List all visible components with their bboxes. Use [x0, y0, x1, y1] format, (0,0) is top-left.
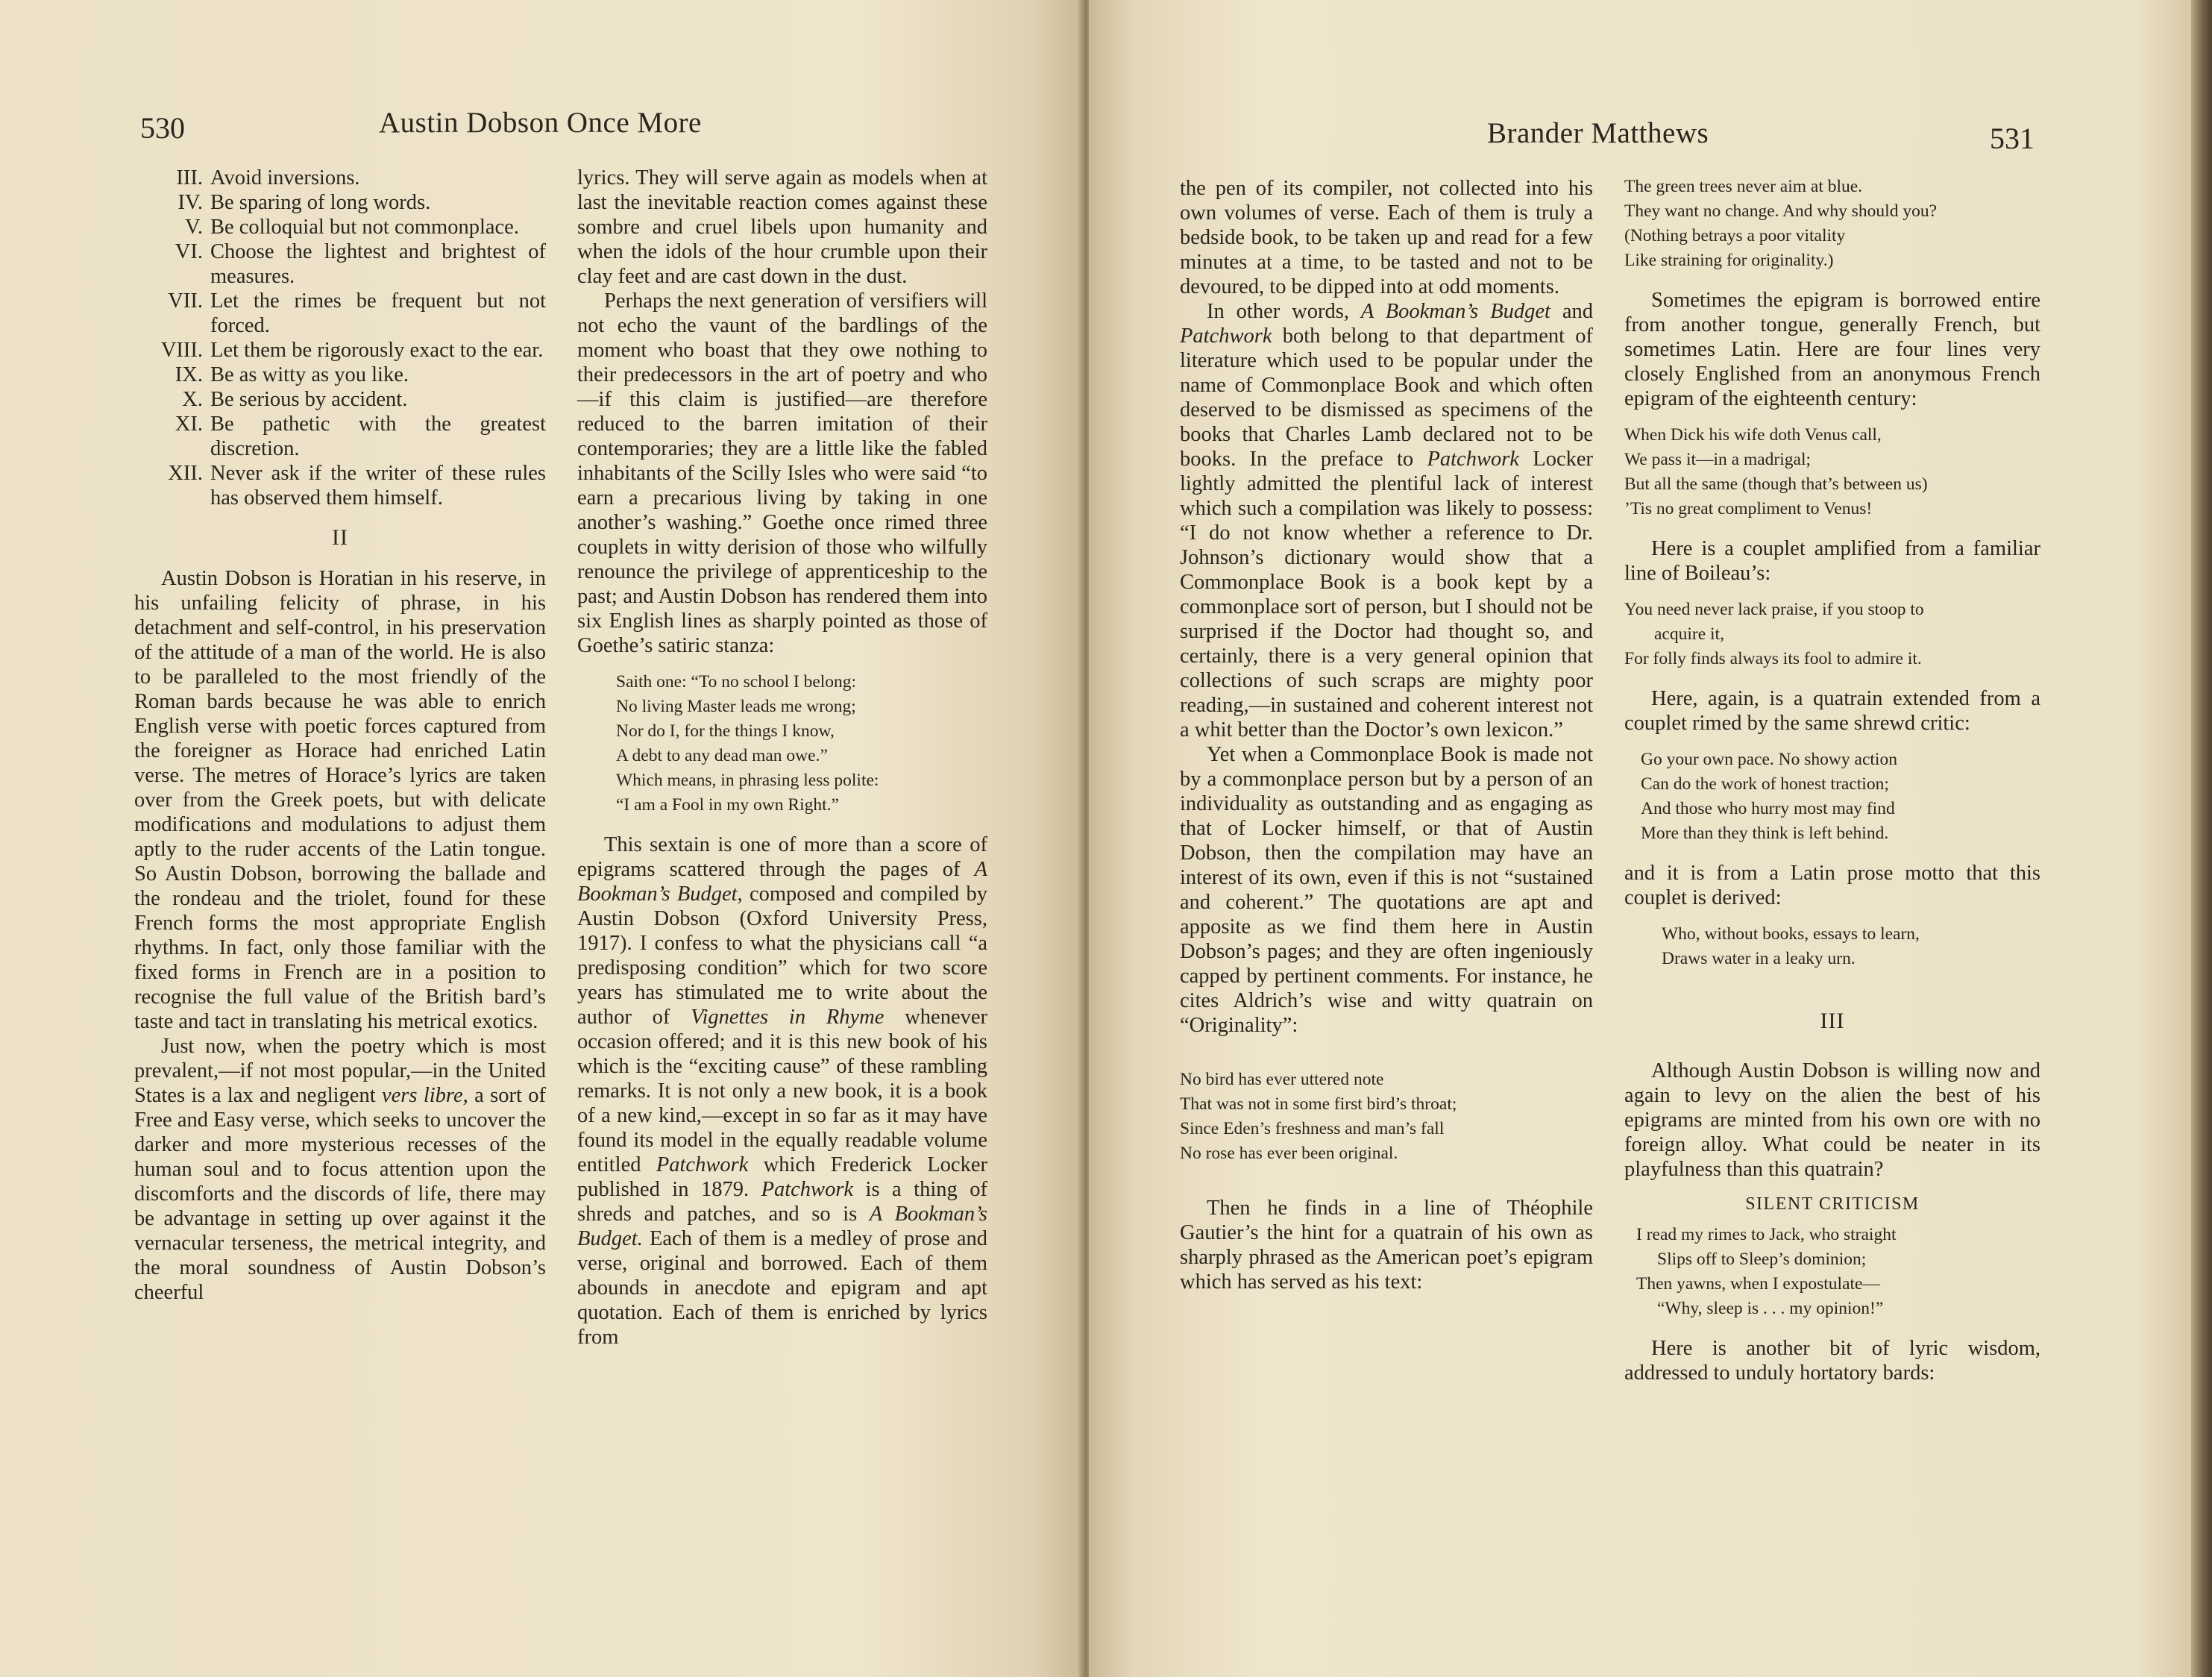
paragraph: In other words, A Bookman’s Budget and Patchwork both belong to that department of literature which used to be popular under the name of Commonplace Book and which often deserved to be dismissed as specimens of the books that Charles Lamb declared not to be books. In the preface to Patchwork Locker lightly admitted the plentiful lack of interest which such a compilation was likely to possess: “I do not know whether a reference to Dr. Johnson’s dictionary would show that a Commonplace Book is a book kept by a commonplace sort of person, but I should not be surprised if the Doctor had thought so, and certainly, there is a very general opinion that collections of such scraps are mighty poor reading,—in sustained and coherent interest not a whit better than the Doctor’s own lexicon.”	[1180, 300, 1594, 742]
left-column-1	[134, 166, 546, 1305]
rule-item: VII. Let the rimes be frequent but not forced.	[168, 289, 546, 337]
section-heading: II	[332, 525, 348, 550]
paragraph: lyrics. They will serve again as models when at last the inevitable reaction comes against these sombre and cruel libels upon humanity and when the idols of the hour crumble upon their clay feet and are cast down in the dust.	[577, 166, 987, 288]
rule-item: III. Avoid inversions.	[176, 166, 360, 189]
poem-goethe: Saith one: “To no school I belong: No living Master leads me wrong; Nor do I, for the things I know, A debt to any dead man owe.” Which means, in phrasing less polite: “I am a Fool in my own Right.”	[616, 672, 879, 815]
poem-boileau: You need never lack praise, if you stoop to acquire it, For folly finds always its fool to admire it.	[1624, 600, 1924, 668]
rule-item: IX. Be as witty as you like.	[175, 363, 409, 386]
page-number: 531	[1990, 122, 2035, 155]
page-number: 530	[140, 111, 185, 145]
rule-item: VIII. Let them be rigorously exact to the ear.	[160, 339, 544, 362]
paragraph: Yet when a Commonplace Book is made not by a commonplace person but by a person of an individuality as outstanding and as engaging as that of Locker himself, or that of Austin Dobson, then the compilation may have an interest of its own, even if this is not “sustained and coherent.” The quotations are apt and apposite as we find them here in Austin Dobson’s pages; and they are often ingeniously capped by pertinent comments. For instance, he cites Aldrich’s wise and witty quatrain on “Originality”:	[1180, 743, 1593, 1037]
paragraph: Although Austin Dobson is willing now and again to levy on the alien the best of his epigrams are minted from his own ore with no foreign alloy. What could be neater in its playfulness than this quatrain?	[1624, 1059, 2040, 1181]
right-column-1	[1180, 176, 1593, 1294]
book-edge	[2191, 0, 2212, 1677]
poem-title: SILENT CRITICISM	[1745, 1194, 1920, 1214]
paragraph: and it is from a Latin prose motto that this couplet is derived:	[1624, 862, 2040, 909]
paragraph: Just now, when the poetry which is most prevalent,—if not most popular,—in the United States is a lax and negligent vers libre, a sort of Free and Easy verse, which seeks to uncover the darker and more mysterious recesses of the human soul and to focus attention upon the discomforts and the discords of life, there may be advantage in setting up over against it the vernacular terseness, the metrical integrity, and the moral soundness of Austin Dobson’s cheerful	[134, 1035, 546, 1304]
left-column-2	[577, 166, 987, 1350]
rule-item: X. Be serious by accident.	[182, 388, 408, 411]
poem-green-trees: The green trees never aim at blue. They want no change. And why should you? (Nothing betrays a poor vitality Like straining for originality.)	[1624, 177, 1938, 270]
rule-item: XI. Be pathetic with the greatest discretion.	[175, 413, 546, 460]
paragraph: This sextain is one of more than a score of epigrams scattered through the pages of A Bookman’s Budget, composed and compiled by Austin Dobson (Oxford University Press, 1917). I confess to what the physicians call “a predisposing condition” which for two score years has stimulated me to write about the author of Vignettes in Rhyme whenever occasion offered; and it is this new book of his which is the “exciting cause” of these rambling remarks. It is not only a new book, it is a book of a new kind,—except in so far as it may have found its model in the equally readable volume entitled Patchwork which Frederick Locker published in 1879. Patchwork is a thing of shreds and patches, and so is A Bookman’s Budget. Each of them is a medley of prose and verse, original and borrowed. Each of them abounds in anecdote and epigram and apt quotation. Each of them is enriched by lyrics from	[577, 833, 987, 1349]
paragraph: Then he finds in a line of Théophile Gautier’s the hint for a quatrain of his own as sharply phrased as the American poet’s epigram which has served as his text:	[1180, 1197, 1593, 1294]
paragraph: the pen of its compiler, not collected into his own volumes of verse. Each of them is truly a bedside book, to be taken up and read for a few minutes at a time, to be tasted and not to be devoured, to be dipped into at odd moments.	[1180, 177, 1593, 298]
poem-originality: No bird has ever uttered note That was not in some first bird’s throat; Since Eden’s freshness and man’s fall No rose has ever been original.	[1180, 1070, 1457, 1163]
rule-item: VI. Choose the lightest and brightest of measures.	[175, 240, 546, 288]
rule-item: IV. Be sparing of long words.	[177, 191, 431, 214]
paragraph: Here is another bit of lyric wisdom, addressed to unduly hortatory bards:	[1624, 1337, 2040, 1385]
poem-pace: Go your own pace. No showy action Can do the work of honest traction; And those who hurry most may find More than they think is left behind.	[1641, 750, 1897, 843]
running-head: Austin Dobson Once More	[379, 107, 702, 139]
right-column-2	[1624, 175, 2040, 1385]
right-page	[1089, 0, 2191, 1677]
left-page	[0, 0, 1083, 1677]
section-heading: III	[1820, 1009, 1845, 1033]
paragraph: Sometimes the epigram is borrowed entire from another tongue, generally French, but sometimes Latin. Here are four lines very closely Englished from an anonymous French epigram of the eighteenth century:	[1624, 289, 2040, 410]
rules-list	[134, 166, 546, 510]
poem-venus: When Dick his wife doth Venus call, We pass it—in a madrigal; But all the same (though that’s between us) ’Tis no great compliment to Venus!	[1624, 425, 1928, 518]
paragraph: Perhaps the next generation of versifiers will not echo the vaunt of the bardlings of the moment who boast that they owe nothing to their predecessors in the art of poetry and who—if this claim is justified—are therefore reduced to the barren imitation of their contemporaries; they are a little like the fabled inhabitants of the Scilly Isles who were said “to earn a precarious living by taking in one another’s washing.” Goethe once rimed three couplets in witty derision of those who wilfully renounce the privilege of apprenticeship to the past; and Austin Dobson has rendered them into six English lines as sharply pointed as those of Goethe’s satiric stanza:	[577, 289, 987, 657]
rule-item: XII. Never ask if the writer of these rules has observed them himself.	[168, 462, 546, 510]
paragraph: Here, again, is a quatrain extended from a couplet rimed by the same shrewd critic:	[1624, 687, 2040, 735]
paragraph: Austin Dobson is Horatian in his reserve, in his unfailing felicity of phrase, in his detachment and self-control, in his preservation of the attitude of a man of the world. He is also to be paralleled to the most friendly of the Roman bards because he was able to enrich English verse with poetic forces captured from the foreigner as Horace had enriched Latin verse. The metres of Horace’s lyrics are taken over from the Greek poets, but with delicate modifications and modulations to adjust them aptly to the ruder accents of the Latin tongue. So Austin Dobson, borrowing the ballade and the rondeau and the triolet, found for these French forms the most appropriate English rhythms. In fact, only those familiar with the fixed forms in French are in a position to recognise the full value of the British bard’s taste and tact in translating his metrical exotics.	[134, 567, 546, 1033]
running-head: Brander Matthews	[1487, 117, 1709, 149]
poem-books: Who, without books, essays to learn, Draws water in a leaky urn.	[1662, 924, 1920, 968]
paragraph: Here is a couplet amplified from a familiar line of Boileau’s:	[1624, 537, 2040, 585]
rule-item: V. Be colloquial but not commonplace.	[184, 216, 519, 239]
poem-silent-criticism: I read my rimes to Jack, who straight Slips off to Sleep’s dominion; Then yawns, when I expostulate— “Why, sleep is . . . my opinion!”	[1636, 1225, 1897, 1318]
